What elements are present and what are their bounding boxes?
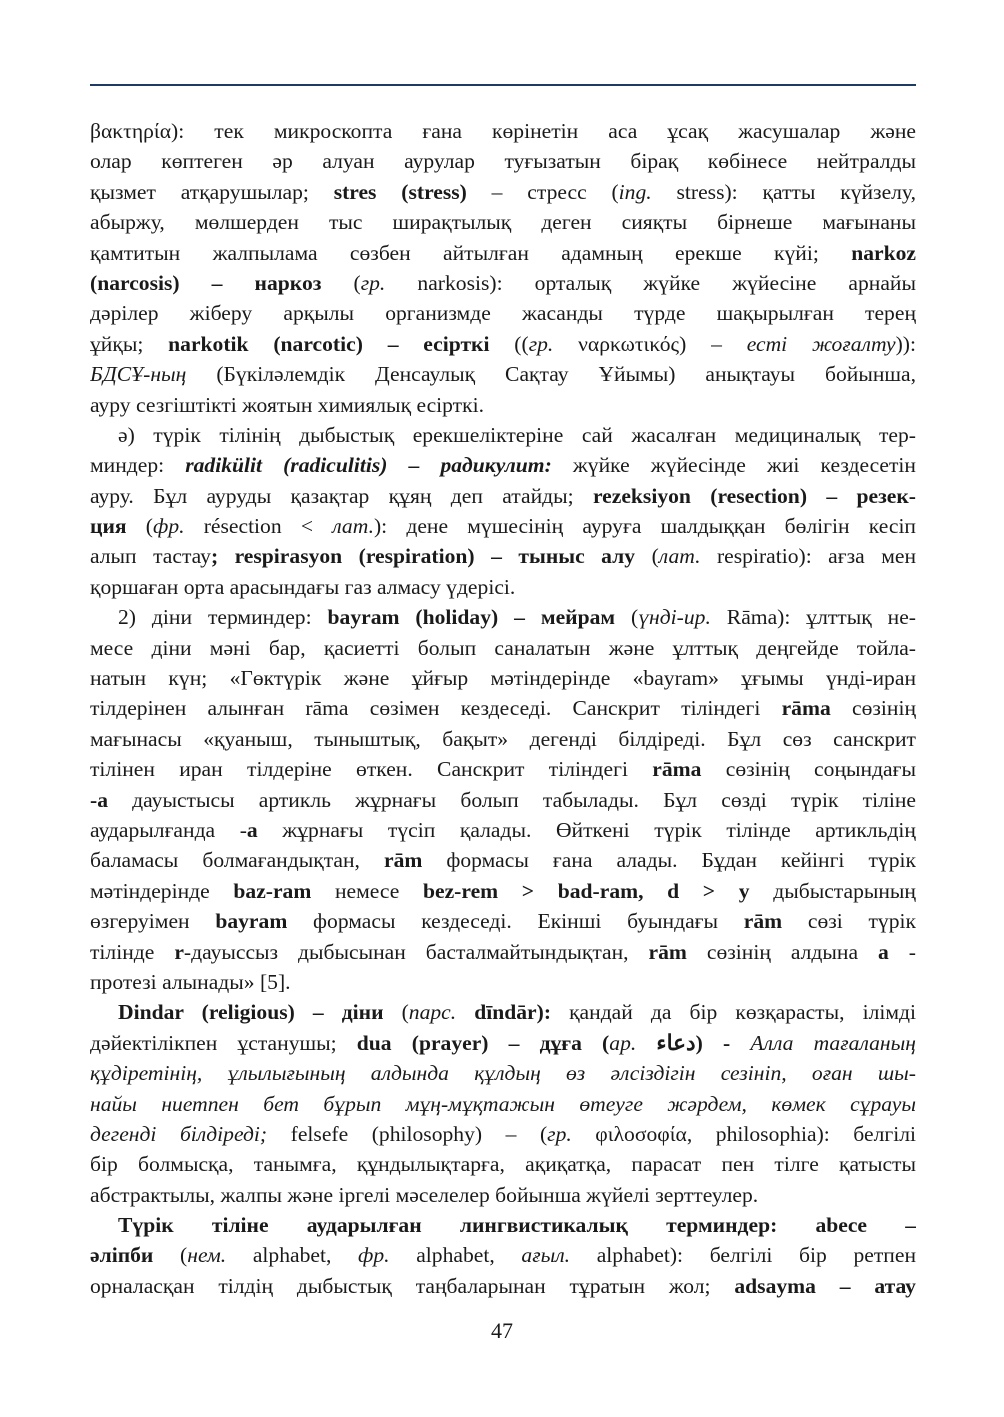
text-segment: месе діни мәні бар, қасиетті болып саналатын және ұлттық деңгейде тойла-: [90, 635, 916, 660]
text-segment: фр.: [358, 1243, 390, 1268]
text-segment: баламасы болмағандықтан,: [90, 848, 384, 873]
text-line: [90, 146, 916, 176]
text-segment: دعاء: [636, 1030, 696, 1055]
text-line: [90, 541, 916, 571]
text-line: [90, 329, 916, 359]
text-segment: rāma: [652, 757, 702, 782]
text-segment: найы ниетпен бет бұрып мұң-мұқтажын өтеуге жәрдем, көмек сұрауы: [90, 1091, 916, 1116]
text-line: [90, 785, 916, 815]
text-line: [90, 177, 916, 207]
text-line: [90, 906, 916, 936]
text-segment: есті жоғалту: [746, 331, 896, 356]
text-segment: дегенді білдіреді;: [90, 1121, 268, 1146]
text-segment: сөзінің алдына: [686, 939, 879, 964]
text-line: [90, 876, 916, 906]
text-segment: φιλοσοφία, philosophia): белгілі: [571, 1121, 916, 1146]
text-segment: қоршаған орта арасындағы газ алмасу үдерісі.: [90, 574, 516, 599]
text-line: [90, 815, 916, 845]
text-line: [90, 663, 916, 693]
text-segment: (narcosis) – наркоз: [90, 270, 322, 295]
text-segment: (: [321, 270, 361, 295]
text-segment: ар.: [609, 1030, 637, 1055]
text-segment: ναρκωτικός) –: [553, 331, 747, 356]
text-segment: (Бүкіләлемдік Денсаулық Сақтау Ұйымы) анықтауы бойынша,: [186, 362, 916, 387]
text-segment: сөзінің соңындағы: [701, 757, 916, 782]
text-segment: (: [153, 1243, 188, 1268]
text-segment: ағыл.: [521, 1243, 571, 1268]
text-segment: ция: [90, 514, 127, 539]
text-segment: ): дене мүшесінің ауруға шалдыққан бөлігін кесіп: [373, 514, 916, 539]
text-line: [90, 359, 916, 389]
text-segment: alphabet,: [226, 1243, 359, 1268]
text-line: [90, 1210, 916, 1240]
text-segment: (: [126, 514, 153, 539]
text-segment: нем.: [187, 1243, 227, 1268]
text-segment: bayram: [215, 909, 288, 934]
text-segment: (: [615, 605, 639, 630]
text-line: [90, 207, 916, 237]
text-segment: alphabet): белгілі бір ретпен: [570, 1243, 916, 1268]
text-line: [90, 1240, 916, 1270]
text-segment: narkosis): орталық жүйке жүйесіне арнайы: [385, 270, 916, 295]
text-line: [90, 693, 916, 723]
text-segment: натын күн; «Гөктүрік және ұйғыр мәтіндерінде «bayram» ұғымы үнді-иран: [90, 666, 916, 691]
text-segment: жүйке жүйесінде жиі кездесетін: [551, 453, 916, 478]
text-segment: [456, 1000, 474, 1024]
text-segment: үнді-ир.: [638, 605, 711, 630]
text-segment: дауыстысы артикль жұрнағы болып табылады. Бұл сөзді түрік тіліне: [108, 787, 916, 812]
text-segment: radikülit (radiculitis) – радикулит:: [185, 453, 552, 478]
text-segment: (: [635, 544, 659, 569]
text-segment: алып тастау: [90, 544, 211, 569]
text-segment: stres (stress): [333, 179, 467, 204]
text-segment: парс.: [408, 1000, 457, 1025]
text-segment: орналасқан тілдің дыбыстық таңбаларынан тұратын жол;: [90, 1273, 735, 1298]
text-segment: дыбыстарының: [749, 878, 916, 903]
text-segment: гр.: [528, 331, 554, 356]
text-line: [90, 481, 916, 511]
text-segment: БДСҰ-ның: [90, 362, 187, 387]
text-segment: лат.: [332, 514, 374, 539]
text-segment: bez-rem > bad-ram, d > y: [423, 878, 750, 903]
text-line: [90, 937, 916, 967]
text-segment: дәрілер жіберу арқылы организмде жасанды түрде шақырылған терең: [90, 301, 916, 326]
text-line: [90, 967, 916, 997]
text-segment: felsefe (philosophy) – (: [267, 1121, 548, 1146]
text-segment: миндер:: [90, 453, 186, 478]
text-segment: ((: [489, 331, 529, 356]
text-segment: сөзі түрік: [782, 909, 916, 934]
text-segment: (: [383, 1000, 409, 1025]
text-segment: дәйектілікпен ұстанушы;: [90, 1030, 357, 1055]
text-segment: құдіретінің, ұлылығының алдында құлдың өз әлсіздігін сезініп, оған шы-: [90, 1061, 916, 1086]
text-line: [90, 298, 916, 328]
text-segment: baz-ram: [233, 878, 312, 903]
text-segment: гр.: [360, 270, 386, 295]
text-segment: Rāma): ұлттық не-: [710, 605, 916, 630]
text-segment: гр.: [547, 1121, 572, 1146]
text-segment: ауру сезгіштікті жоятын химиялық есірткі.: [90, 392, 485, 417]
text-segment: жұрнағы түсіп қалады. Өйткені түрік тілінде артикльдің: [257, 817, 916, 842]
text-segment: тілінен иран тілдеріне өткен. Санскрит тіліндегі: [90, 757, 653, 782]
text-segment: тілдерінен алынған rāma сөзімен кездеседі. Санскрит тіліндегі: [90, 696, 782, 721]
text-line: [90, 845, 916, 875]
text-line: [90, 1149, 916, 1179]
text-segment: rezeksiyon (resection) – резек-: [592, 483, 916, 508]
text-segment: rām: [648, 939, 687, 964]
text-segment: narkoz: [851, 240, 916, 265]
text-segment: stress): қатты күйзелу,: [651, 179, 916, 204]
text-segment: абстрактылы, жалпы және іргелі мәселелер бойынша жүйелі зерттеулер.: [90, 1182, 759, 1207]
text-line: [90, 1089, 916, 1119]
text-line: [90, 724, 916, 754]
text-line: [90, 633, 916, 663]
text-segment: тілінде: [90, 939, 175, 964]
text-line: [90, 602, 916, 632]
text-segment: Dindar (religious) – діни: [118, 1000, 384, 1025]
text-segment: аударылғанда -: [90, 817, 247, 842]
text-segment: немесе: [311, 878, 423, 903]
text-segment: respiratio): ағза мен: [700, 544, 916, 569]
text-segment: олар көптеген әр алуан аурулар туғызатын бірақ көбінесе нейтралды: [90, 149, 916, 174]
text-segment: бір болмысқа, танымға, құндылықтарға, ақиқатқа, парасат пен тілге қатысты: [90, 1152, 916, 1177]
text-segment: -a: [90, 787, 108, 812]
text-segment: ; respirasyon (respiration) – тыныс алу: [210, 544, 636, 569]
text-line: [90, 1058, 916, 1088]
text-line: [90, 997, 916, 1027]
text-segment: βακτηρία): тек микроскопта ғана көрінетін аса ұсақ жасушалар және: [90, 119, 916, 143]
text-segment: )):: [895, 331, 916, 356]
text-segment: қызмет атқарушылар;: [90, 179, 334, 204]
text-segment: a: [246, 817, 258, 842]
text-segment: абыржу, мөлшерден тыс ширақтылық деген сияқты бірнеше мағынаны: [90, 210, 916, 235]
text-segment: формасы ғана алады. Бұдан кейінгі түрік: [422, 848, 916, 873]
body-text: [90, 116, 916, 1301]
text-segment: Алла тағаланың: [750, 1030, 916, 1055]
text-segment: adsayma – атау: [734, 1273, 916, 1298]
text-segment: формасы кездеседі. Екінші буындағы: [287, 909, 744, 934]
text-segment: 2) діни терминдер:: [118, 605, 328, 630]
text-segment: dīndār):: [474, 1000, 552, 1025]
text-segment: протезі алынады» [5].: [90, 969, 291, 994]
text-segment: мағынасы «қуаныш, тыныштық, бақыт» дегенді білдіреді. Бұл сөз санскрит: [90, 726, 916, 751]
text-segment: қамтитын жалпылама сөзбен айтылған адамның ерекше күйі;: [90, 240, 852, 265]
text-line: [90, 754, 916, 784]
text-segment: ә) түрік тілінің дыбыстық ерекшеліктеріне сай жасалған медициналық тер-: [118, 422, 916, 447]
text-segment: dua (prayer) – дұға (: [356, 1030, 610, 1055]
text-segment: résection <: [184, 514, 333, 539]
text-segment: ауру. Бұл ауруды қазақтар құяң деп атайды;: [90, 483, 593, 508]
text-line: [90, 1180, 916, 1210]
text-segment: alphabet,: [389, 1243, 522, 1268]
text-line: [90, 511, 916, 541]
text-segment: rāma: [781, 696, 831, 721]
text-line: [90, 450, 916, 480]
text-segment: фр.: [152, 514, 185, 539]
text-segment: narkotik (narcotic) – есірткі: [168, 331, 490, 356]
text-segment: rām: [383, 848, 423, 873]
text-line: [90, 238, 916, 268]
text-segment: мәтіндерінде: [90, 878, 234, 903]
text-line: [90, 420, 916, 450]
text-segment: – стресс (: [466, 179, 619, 204]
text-segment: -дауыссыз дыбысынан басталмайтындықтан,: [183, 939, 649, 964]
text-segment: r: [174, 939, 184, 964]
text-line: [90, 572, 916, 602]
header-rule: [90, 84, 916, 86]
text-line: [90, 390, 916, 420]
text-segment: ) -: [695, 1030, 751, 1055]
text-line: [90, 1028, 916, 1058]
text-segment: a: [878, 939, 889, 964]
page-number: 47: [491, 1318, 513, 1343]
text-segment: ұйқы;: [90, 331, 169, 356]
text-line: [90, 116, 916, 146]
text-segment: әліпби: [90, 1243, 154, 1268]
text-segment: bayram (holiday) – мейрам: [327, 605, 616, 630]
text-line: [90, 1119, 916, 1149]
text-line: [90, 1271, 916, 1301]
text-segment: ing.: [618, 179, 652, 204]
text-segment: -: [888, 939, 916, 964]
text-segment: rām: [743, 909, 783, 934]
text-line: [90, 268, 916, 298]
text-segment: қандай да бір көзқарасты, ілімді: [551, 1000, 916, 1025]
text-segment: өзгеруімен: [90, 909, 216, 934]
text-segment: сөзінің: [830, 696, 916, 721]
text-segment: Түрік тіліне аударылған лингвистикалық терминдер: abece –: [118, 1213, 916, 1238]
text-segment: лат.: [658, 544, 701, 569]
